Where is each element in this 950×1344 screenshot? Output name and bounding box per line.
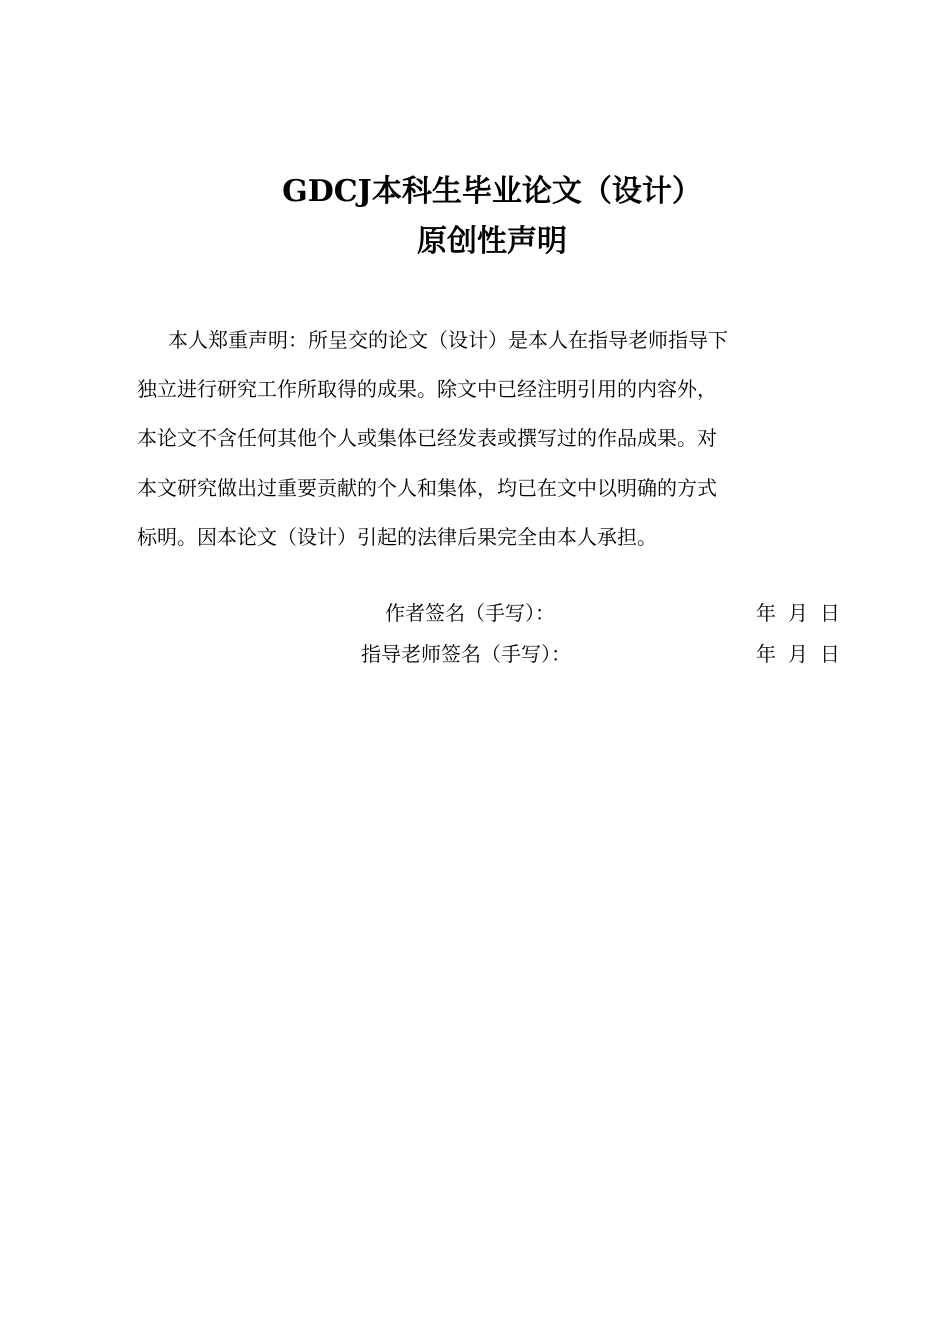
- date-month-label: 月: [788, 601, 808, 625]
- date-month-label: 月: [788, 642, 808, 666]
- declaration-line-5: 标明。因本论文（设计）引起的法律后果完全由本人承担。: [137, 525, 657, 549]
- document-subtitle: 原创性声明: [417, 224, 567, 259]
- declaration-line-2: 独立进行研究工作所取得的成果。除文中已经注明引用的内容外，: [137, 377, 717, 401]
- author-signature-date: [756, 593, 840, 633]
- document-title: GDCJ本科生毕业论文（设计）: [282, 174, 702, 209]
- declaration-line-1: 本人郑重声明：所呈交的论文（设计）是本人在指导老师指导下: [168, 328, 728, 352]
- date-day-label: 日: [820, 642, 840, 666]
- declaration-line-3: 本论文不含任何其他个人或集体已经发表或撰写过的作品成果。对: [137, 426, 717, 450]
- advisor-signature-label: 指导老师签名（手写）：: [361, 642, 571, 666]
- author-signature-label: 作者签名（手写）：: [385, 601, 555, 625]
- declaration-line-4: 本文研究做出过重要贡献的个人和集体，均已在文中以明确的方式: [137, 476, 717, 500]
- date-year-label: 年: [756, 642, 776, 666]
- date-day-label: 日: [820, 601, 840, 625]
- date-year-label: 年: [756, 601, 776, 625]
- advisor-signature-date: [756, 634, 840, 674]
